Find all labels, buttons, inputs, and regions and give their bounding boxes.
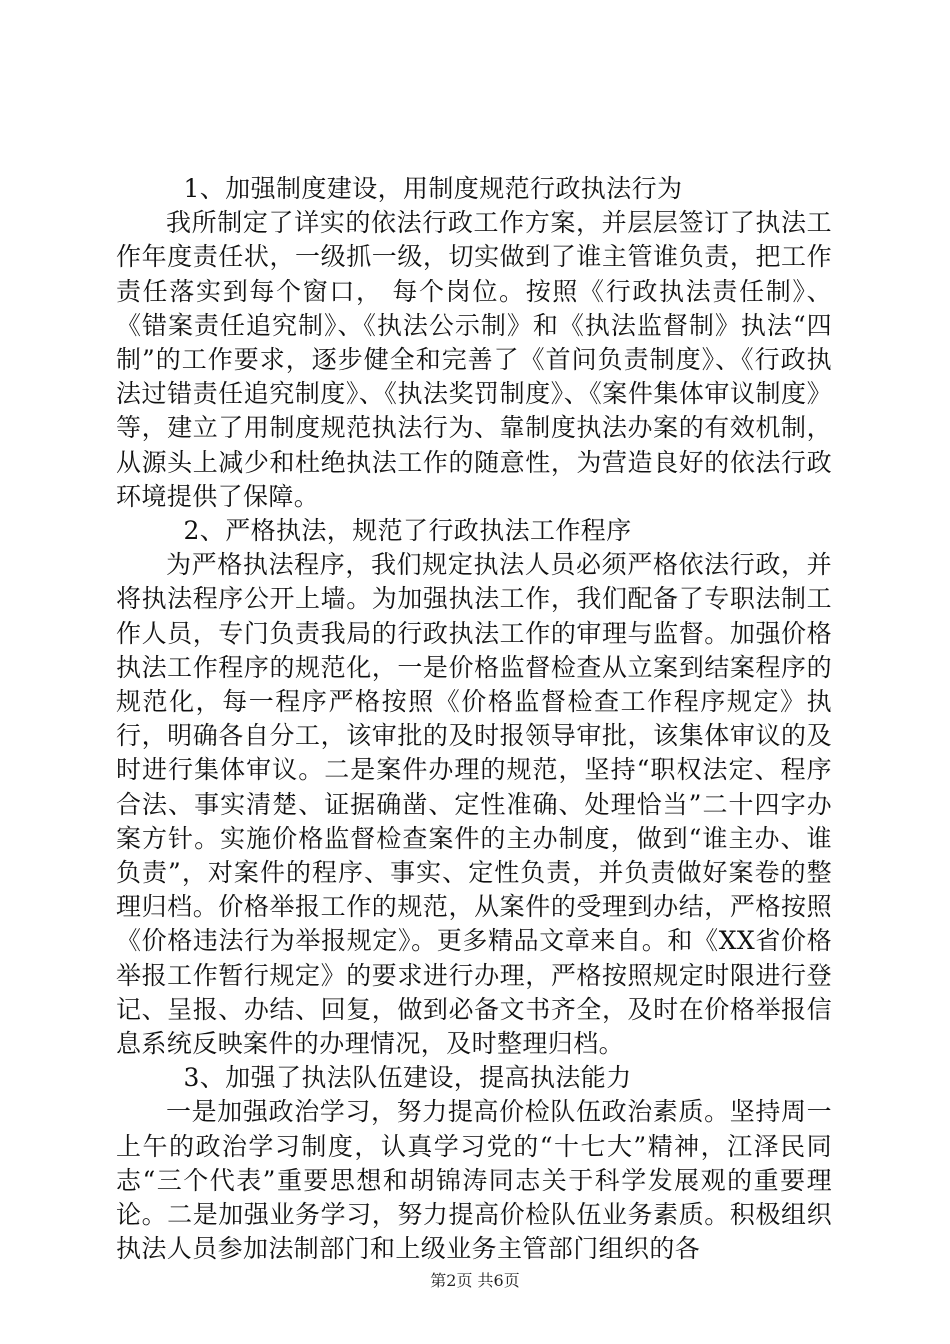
section-3-heading: 3、加强了执法队伍建设，提高执法能力: [183, 1063, 632, 1093]
section-3-paragraph: 一是加强政治学习，努力提高价检队伍政治素质。坚持周一上午的政治学习制度，认真学习党的“十七大”精神，江泽民同志“三个代表”重要思想和胡锦涛同志关于科学发展观的重要理论。二是加强业务学习，努力提高价检队伍业务素质。积极组织执法人员参加法制部门和上级业务主管部门组织的各: [116, 1097, 832, 1264]
section-2-paragraph: 为严格执法程序，我们规定执法人员必须严格依法行政，并将执法程序公开上墙。为加强执法工作，我们配备了专职法制工作人员，专门负责我局的行政执法工作的审理与监督。加强价格执法工作程序的规范化，一是价格监督检查从立案到结案程序的规范化，每一程序严格按照《价格监督检查工作程序规定》执行，明确各自分工，该审批的及时报领导审批，该集体审议的及时进行集体审议。二是案件办理的规范，坚持“职权法定、程序合法、事实清楚、证据确凿、定性准确、处理恰当”二十四字办案方针。实施价格监督检查案件的主办制度，做到“谁主办、谁负责”，对案件的程序、事实、定性负责，并负责做好案卷的整理归档。价格举报工作的规范，从案件的受理到办结，严格按照《价格违法行为举报规定》。更多精品文章来自。和《XX省价格举报工作暂行规定》的要求进行办理，严格按照规定时限进行登记、呈报、办结、回复，做到必备文书齐全，及时在价格举报信息系统反映案件的办理情况，及时整理归档。: [116, 550, 832, 1059]
section-1-heading: 1、加强制度建设，用制度规范行政执法行为: [183, 174, 683, 203]
page-number-label: 第2页 共6页: [430, 1271, 520, 1290]
section-1-paragraph: 我所制定了详实的依法行政工作方案，并层层签订了执法工作年度责任状，一级抓一级，切实做到了谁主管谁负责，把工作责任落实到每个窗口， 每个岗位。按照《行政执法责任制》、《错案责任追究制》、《执法公示制》和《执法监督制》执法“四制”的工作要求，逐步健全和完善了《首问负责制度》、《行政执法过错责任追究制度》、《执法奖罚制度》、《案件集体审议制度》等，建立了用制度规范执法行为、靠制度执法办案的有效机制，从源头上减少和杜绝执法工作的随意性，为营造良好的依法行政环境提供了保障。: [116, 208, 832, 511]
document-body: [116, 172, 832, 1267]
section-2-heading: 2、严格执法，规范了行政执法工作程序: [183, 516, 632, 546]
page-footer: [0, 1268, 950, 1291]
